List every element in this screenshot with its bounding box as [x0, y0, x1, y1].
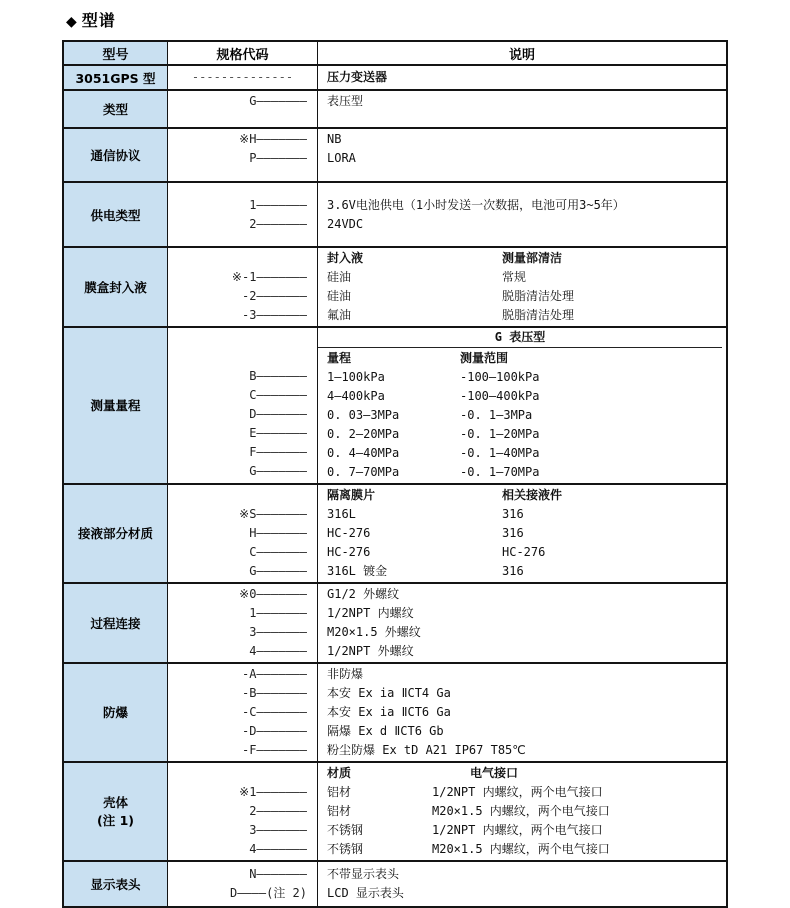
spec-codes	[168, 66, 318, 89]
desc-text: 24VDC	[327, 217, 364, 231]
row-label	[64, 485, 168, 582]
desc-col2: -100—100kPa	[460, 369, 540, 384]
spec-code	[170, 764, 307, 783]
spec-code: C———————	[249, 544, 307, 559]
spec-code: P———————	[249, 151, 307, 165]
desc-col1: 0. 2—20MPa	[327, 426, 400, 441]
desc-subheader: G 表压型	[318, 329, 722, 348]
spec-code: ※H———————	[239, 132, 307, 146]
desc-col1: 1—100kPa	[327, 369, 385, 384]
desc-col2: 相关接液件	[502, 487, 563, 502]
desc-col2: -0. 1—3MPa	[460, 407, 533, 422]
spec-code	[170, 486, 307, 505]
desc-col1: 0. 7—70MPa	[327, 464, 400, 479]
desc-text: LCD 显示表头	[327, 885, 404, 900]
page-title	[66, 8, 116, 31]
desc-line	[318, 524, 722, 543]
desc-text: 粉尘防爆 Ex tD A21 IP67 T85℃	[327, 742, 526, 757]
desc-col2: 316	[502, 563, 524, 578]
descriptions	[318, 664, 726, 761]
row-label-text: 防爆	[102, 705, 128, 720]
desc-text: 表压型	[327, 94, 364, 108]
desc-line	[318, 505, 722, 524]
desc-line	[318, 821, 722, 840]
descriptions	[318, 862, 726, 906]
page-title-text: 型谱	[81, 11, 116, 30]
section-power-type	[64, 183, 726, 248]
desc-line	[318, 425, 722, 444]
spec-code: 1———————	[249, 198, 307, 212]
desc-col2: 常规	[502, 270, 527, 284]
spec-code: 4———————	[249, 841, 307, 856]
header-model: 型号	[64, 42, 168, 64]
section-type	[64, 91, 726, 129]
spec-code: 2———————	[249, 803, 307, 818]
spec-code: -D———————	[241, 723, 307, 738]
desc-col2: 电气接口	[470, 765, 519, 780]
row-label-note: (注 1)	[97, 813, 134, 828]
section-model-3051gps	[64, 66, 726, 91]
spec-codes	[168, 664, 318, 761]
desc-col1: HC-276	[327, 525, 371, 540]
desc-line	[318, 543, 722, 562]
row-label	[64, 862, 168, 906]
spec-code: --------------	[191, 70, 294, 84]
desc-line	[318, 349, 722, 368]
section-process-connection	[64, 584, 726, 664]
desc-col1: HC-276	[327, 544, 371, 559]
desc-line	[318, 249, 722, 268]
spec-code: B———————	[249, 369, 307, 383]
spec-code: H———————	[249, 525, 307, 540]
desc-line	[318, 406, 722, 425]
desc-col1: 量程	[327, 350, 352, 365]
row-label-text: 供电类型	[90, 207, 141, 223]
row-label-text: 壳体	[102, 795, 128, 810]
diamond-icon: ◆	[66, 14, 78, 30]
desc-col2: 测量部清洁	[502, 251, 563, 265]
section-comm-protocol	[64, 129, 726, 183]
desc-col1: 硅油	[327, 270, 352, 284]
spec-code	[170, 329, 307, 348]
spec-codes	[168, 91, 318, 127]
spec-code: G———————	[249, 464, 307, 478]
row-label	[64, 664, 168, 761]
spec-code: ※-1———————	[231, 270, 307, 284]
row-label	[64, 91, 168, 127]
header-spec-code: 规格代码	[168, 42, 318, 64]
desc-col2: 316	[502, 525, 524, 540]
desc-col2: -0. 1—20MPa	[460, 426, 540, 441]
row-label	[64, 129, 168, 181]
desc-line	[318, 444, 722, 463]
desc-text: M20×1.5 外螺纹	[327, 624, 421, 639]
desc-text: 本安 Ex ia ⅡCT4 Ga	[327, 685, 451, 700]
desc-col1: 隔离膜片	[327, 487, 376, 502]
desc-col2: -0. 1—70MPa	[460, 464, 540, 479]
descriptions	[318, 66, 726, 89]
desc-text: 不带显示表头	[327, 866, 400, 881]
model-spectrum-table	[62, 40, 728, 908]
spec-code: C———————	[249, 388, 307, 402]
section-display-head	[64, 862, 726, 906]
spec-code	[170, 348, 307, 367]
desc-col2: -0. 1—40MPa	[460, 445, 540, 460]
desc-text: G1/2 外螺纹	[327, 586, 400, 601]
spec-code: -B———————	[241, 685, 307, 700]
section-fill-fluid	[64, 248, 726, 328]
desc-col1: 316L	[327, 506, 356, 521]
desc-col2: M20×1.5 内螺纹，两个电气接口	[432, 841, 610, 856]
desc-text: 1/2NPT 内螺纹	[327, 605, 414, 620]
row-label-text: 过程连接	[90, 615, 141, 631]
spec-code: -C———————	[241, 704, 307, 719]
desc-line	[318, 287, 722, 306]
desc-line	[318, 486, 722, 505]
desc-col1: 0. 03—3MPa	[327, 407, 400, 422]
spec-codes	[168, 763, 318, 860]
row-label	[64, 763, 168, 860]
spec-codes	[168, 328, 318, 483]
desc-col2: HC-276	[502, 544, 546, 559]
desc-col2: 316	[502, 506, 524, 521]
header-description: 说明	[508, 47, 535, 63]
desc-line	[318, 783, 722, 802]
desc-col1: 硅油	[327, 289, 352, 303]
desc-text: 3.6V电池供电（1小时发送一次数据，电池可用3~5年）	[327, 198, 625, 212]
spec-code: 3———————	[249, 822, 307, 837]
desc-col1: 氟油	[327, 308, 352, 322]
desc-col2: 脱脂清洁处理	[502, 289, 575, 303]
spec-code: 3———————	[249, 624, 307, 639]
desc-col2: 1/2NPT 内螺纹，两个电气接口	[432, 822, 603, 837]
descriptions	[318, 183, 726, 246]
desc-text: NB	[327, 132, 342, 146]
desc-line	[318, 802, 722, 821]
row-label-text: 类型	[102, 102, 128, 117]
descriptions	[318, 485, 726, 582]
section-housing	[64, 763, 726, 862]
spec-codes	[168, 129, 318, 181]
desc-col1: 材质	[327, 765, 352, 780]
row-label-text: 膜盒封入液	[84, 280, 147, 295]
spec-codes	[168, 584, 318, 662]
section-measuring-range	[64, 328, 726, 485]
desc-text: 1/2NPT 外螺纹	[327, 643, 414, 658]
spec-codes	[168, 485, 318, 582]
spec-code: N———————	[249, 866, 307, 881]
desc-line	[318, 463, 722, 482]
desc-col1: 0. 4—40MPa	[327, 445, 400, 460]
desc-col1: 316L 镀金	[327, 563, 388, 578]
descriptions	[318, 129, 726, 181]
desc-col1: 铝材	[327, 803, 352, 818]
row-label-text: 显示表头	[90, 876, 141, 892]
table-header-row	[64, 42, 726, 66]
desc-col1: 4—400kPa	[327, 388, 385, 403]
desc-col2: 脱脂清洁处理	[502, 308, 575, 322]
desc-col2: 测量范围	[460, 350, 509, 365]
row-label	[64, 183, 168, 246]
desc-col2: M20×1.5 内螺纹，两个电气接口	[432, 803, 610, 818]
desc-col2: -100—400kPa	[460, 388, 540, 403]
descriptions	[318, 91, 726, 127]
spec-code	[170, 249, 307, 268]
desc-col1: 封入液	[327, 251, 364, 265]
spec-code: D————(注 2)	[229, 885, 307, 900]
spec-code: -3———————	[241, 308, 307, 322]
desc-line	[318, 562, 722, 581]
desc-col1: 不锈钢	[327, 822, 364, 837]
row-label-text: 接液部分材质	[77, 526, 153, 541]
row-label	[64, 248, 168, 326]
desc-col2: 1/2NPT 内螺纹，两个电气接口	[432, 784, 603, 799]
spec-codes	[168, 248, 318, 326]
spec-code: -A———————	[241, 666, 307, 681]
section-explosion-proof	[64, 664, 726, 763]
descriptions	[318, 248, 726, 326]
row-label-text: 3051GPS 型	[75, 70, 156, 86]
spec-codes	[168, 183, 318, 246]
desc-line	[318, 387, 722, 406]
descriptions	[318, 328, 726, 483]
descriptions	[318, 763, 726, 860]
desc-line	[318, 764, 722, 783]
spec-code: 4———————	[249, 643, 307, 658]
row-label-text: 通信协议	[90, 148, 141, 163]
row-label	[64, 584, 168, 662]
spec-code: G———————	[249, 94, 307, 108]
spec-code: -2———————	[241, 289, 307, 303]
desc-col1: 铝材	[327, 784, 352, 799]
spec-code: ※0———————	[239, 586, 307, 601]
spec-code: ※1———————	[239, 784, 307, 799]
descriptions	[318, 584, 726, 662]
desc-line	[318, 840, 722, 859]
row-label	[64, 328, 168, 483]
spec-code: G———————	[249, 563, 307, 578]
spec-code: E———————	[249, 426, 307, 440]
spec-code: ※S———————	[239, 506, 307, 521]
desc-line	[318, 306, 722, 325]
desc-text: 非防爆	[327, 666, 364, 681]
spec-code: 1———————	[249, 605, 307, 620]
spec-code: F———————	[249, 445, 307, 459]
desc-line	[318, 368, 722, 387]
desc-text: 隔爆 Ex d ⅡCT6 Gb	[327, 723, 444, 738]
row-label	[64, 66, 168, 89]
section-wetted-material	[64, 485, 726, 584]
spec-code: -F———————	[241, 742, 307, 757]
spec-codes	[168, 862, 318, 906]
desc-line	[318, 268, 722, 287]
desc-text: LORA	[327, 151, 356, 165]
desc-text: 本安 Ex ia ⅡCT6 Ga	[327, 704, 451, 719]
desc-col1: 不锈钢	[327, 841, 364, 856]
desc-text: 压力变送器	[327, 70, 388, 84]
spec-code: D———————	[249, 407, 307, 421]
spec-code: 2———————	[249, 217, 307, 231]
row-label-text: 测量量程	[90, 398, 141, 414]
